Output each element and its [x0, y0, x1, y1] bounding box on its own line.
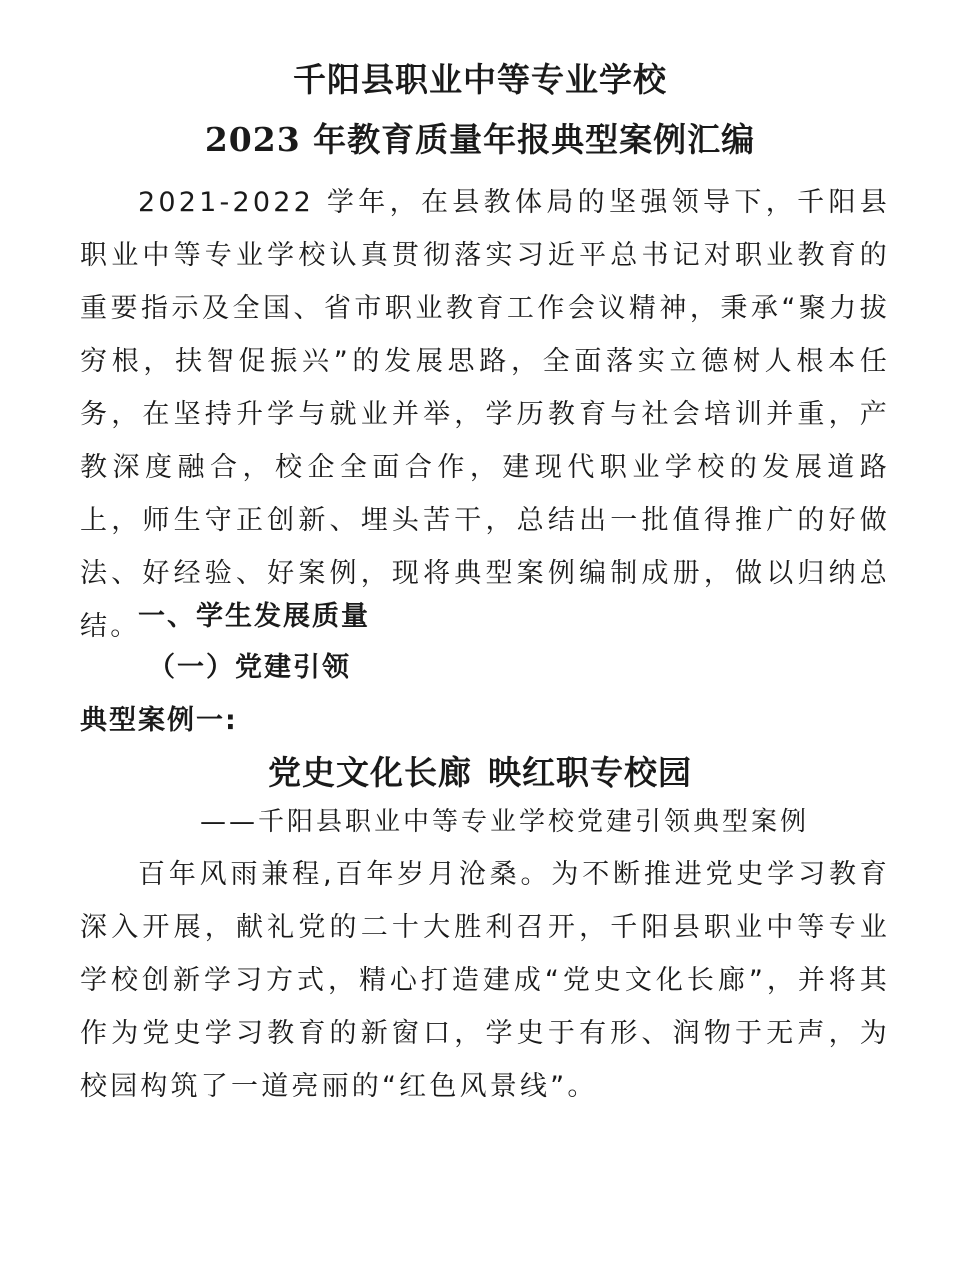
subsection-heading: （一）党建引领 — [148, 652, 351, 683]
section-heading: 一、学生发展质量 — [138, 601, 370, 632]
document-title-line1: 千阳县职业中等专业学校 — [293, 60, 667, 99]
case-title-part1: 党史文化长廊 — [268, 753, 472, 792]
case-title-part2: 映红职专校园 — [488, 753, 692, 792]
case-title — [0, 751, 960, 795]
document-title-line2: 2023 年教育质量年报典型案例汇编 — [204, 120, 756, 159]
case-label: 典型案例一: — [80, 705, 238, 736]
case-subtitle: ——千阳县职业中等专业学校党建引领典型案例 — [200, 807, 810, 837]
case-paragraph: 百年风雨兼程,百年岁月沧桑。为不断推进党史学习教育深入开展，献礼党的二十大胜利召开，千阳县职业中等专业学校创新学习方式，精心打造建成“党史文化长廊”，并将其作为党史学习教育的新窗口，学史于有形、润物于无声，为校园构筑了一道亮丽的“红色风景线”。 — [80, 859, 890, 1102]
intro-paragraph: 2021-2022 学年，在县教体局的坚强领导下，千阳县职业中等专业学校认真贯彻落实习近平总书记对职业教育的重要指示及全国、省市职业教育工作会议精神，秉承“聚力拔穷根，扶智促振兴”的发展思路，全面落实立德树人根本任务，在坚持升学与就业并举，学历教育与社会培训并重，产教深度融合，校企全面合作，建现代职业学校的发展道路上，师生守正创新、埋头苦干，总结出一批值得推广的好做法、好经验、好案例，现将典型案例编制成册，做以归纳总结。 — [80, 187, 890, 642]
